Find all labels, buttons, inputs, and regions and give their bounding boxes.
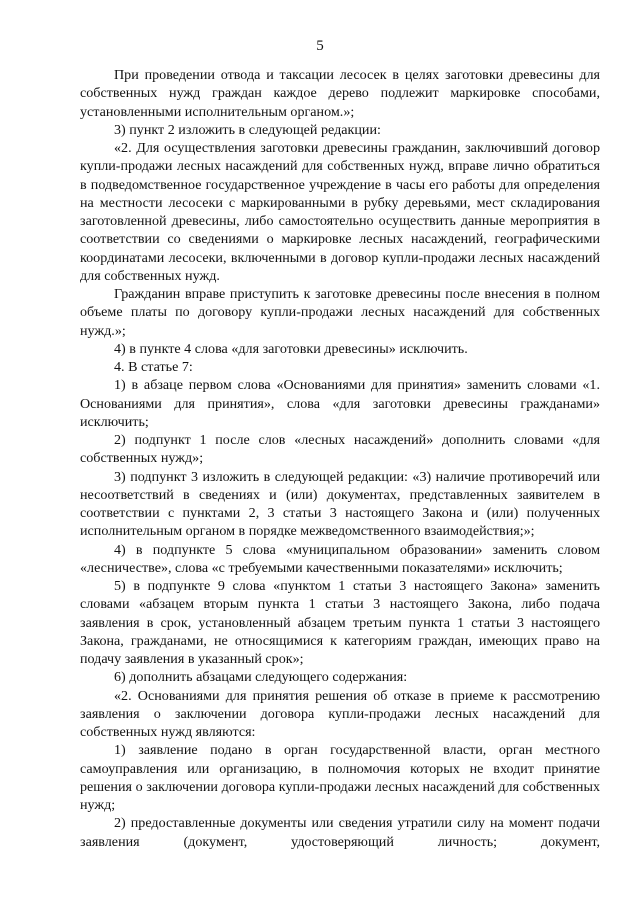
paragraph: Гражданин вправе приступить к заготовке древесины после внесения в полном объеме платы по договору купли-продажи лесных насаждений для собственных нужд.»;	[80, 286, 600, 339]
paragraph: «2. Для осуществления заготовки древесины гражданин, заключивший договор купли-продажи лесных насаждений для собственных нужд, вправе лично обратиться в подведомственное государственное учреждение в часы его работы для определения на местности лесосеки с маркированными в рубку деревьями, мест складирования заготовленной древесины, либо самостоятельно осуществить данные мероприятия в соответствии со сведениями о маркировке лесных насаждений, географическими координатами лесосеки, включенными в договор купли-продажи лесных насаждений для собственных нужд.	[80, 140, 600, 284]
paragraph: 4) в подпункте 5 слова «муниципальном образовании» заменить словом «лесничестве», слова «с требуемыми качественными показателями» исключить;	[80, 541, 600, 576]
paragraph: 1) в абзаце первом слова «Основаниями для принятия» заменить словами «1. Основаниями для принятия», слова «для заготовки древесины гражданами» исключить;	[80, 377, 600, 430]
paragraph: 4) в пункте 4 слова «для заготовки древесины» исключить.	[114, 340, 468, 357]
paragraph: 3) подпункт 3 изложить в следующей редакции: «3) наличие противоречий или несоответствий в сведениях и (или) документах, представленных заявителем в соответствии с пунктами 2, 3 статьи 3 настоящего Закона и (или) полученных исполнительным органом в порядке межведомственного взаимодействия;»;	[80, 468, 600, 540]
paragraph: 2) предоставленные документы или сведения утратили силу на момент подачи заявления (документ, удостоверяющий личность; документ,	[80, 815, 600, 850]
paragraph: 2) подпункт 1 после слов «лесных насаждений» дополнить словами «для собственных нужд»;	[80, 432, 600, 467]
paragraph: При проведении отвода и таксации лесосек в целях заготовки древесины для собственных нужд граждан каждое дерево подлежит маркировке способами, установленными исполнительным органом.»;	[80, 67, 600, 120]
paragraph: 4. В статье 7:	[114, 359, 193, 375]
paragraph: 1) заявление подано в орган государственной власти, орган местного самоуправления или организацию, в полномочия которых не входит принятие решения о заключении договора купли-продажи лесных насаждений для собственных нужд;	[80, 742, 600, 813]
paragraph: «2. Основаниями для принятия решения об отказе в приеме к рассмотрению заявления о заключении договора купли-продажи лесных насаждений для собственных нужд являются:	[80, 687, 600, 740]
paragraph: 5) в подпункте 9 слова «пунктом 1 статьи 3 настоящего Закона» заменить словами «абзацем вторым пункта 1 статьи 3 настоящего Закона, либо подача заявления в срок, установленный абзацем третьим пункта 1 статьи 3 настоящего Закона, гражданами, не относящимися к категориям граждан, имеющих право на подачу заявления в указанный срок»;	[80, 578, 600, 667]
document-body	[80, 66, 600, 851]
page-number: 5	[316, 38, 324, 54]
paragraph: 6) дополнить абзацами следующего содержания:	[114, 669, 408, 686]
paragraph: 3) пункт 2 изложить в следующей редакции:	[114, 121, 381, 138]
